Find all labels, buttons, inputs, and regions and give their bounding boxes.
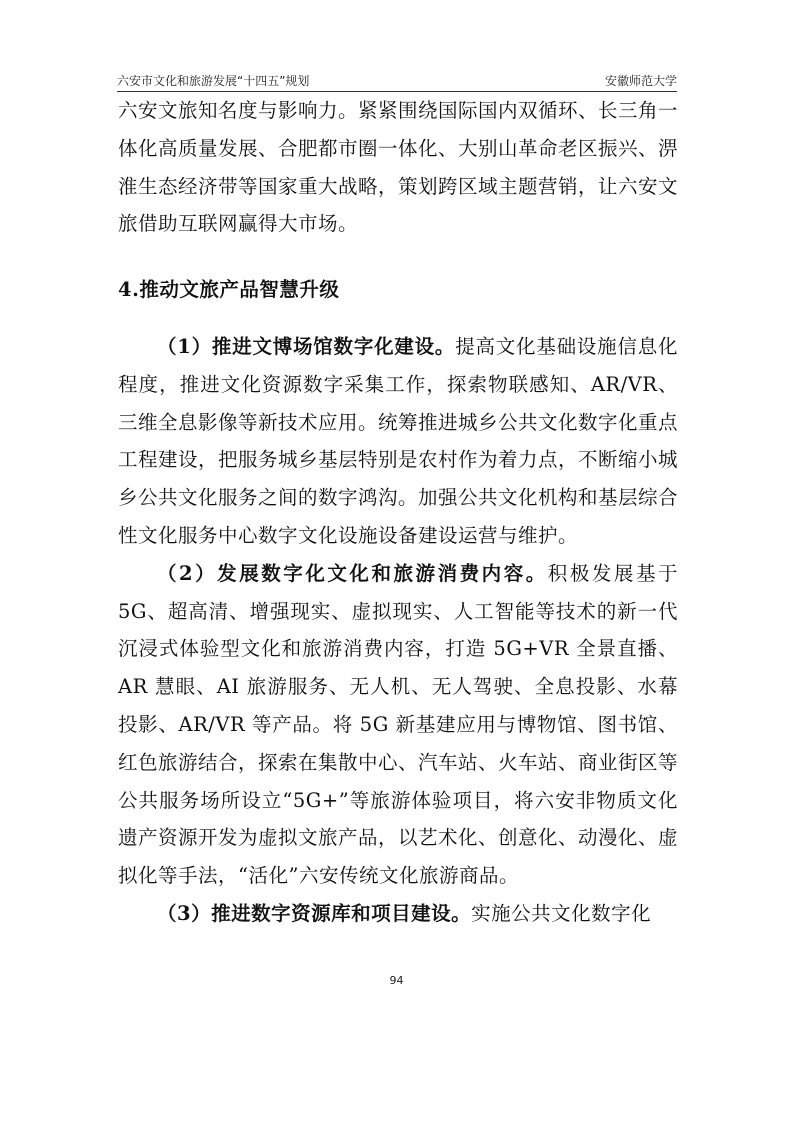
list-item xyxy=(118,895,678,933)
document-title: 六安市文化和旅游发展“十四五”规划 xyxy=(117,74,310,88)
item-text: 提高文化基础设施信息化程度，推进文化资源数字采集工作，探索物联感知、AR/VR、三维全息影像等新技术应用。统筹推进城乡公共文化数字化重点工程建设，把服务城乡基层特别是农村作为着力点，不断缩小城乡公共文化服务之间的数字鸿沟。加强公共文化机构和基层综合性文化服务中心数字文化设施设备建设运营与维护。 xyxy=(118,334,679,547)
list-item xyxy=(118,555,678,895)
intro-paragraph: 六安文旅知名度与影响力。紧紧围绕国际国内双循环、长三角一体化高质量发展、合肥都市圈一体化、大别山革命老区振兴、淠淮生态经济带等国家重大战略，策划跨区域主题营销，让六安文旅借助互联网赢得大市场。 xyxy=(118,99,679,236)
item-text: 积极发展基于5G、超高清、增强现实、虚拟现实、人工智能等技术的新一代沉浸式体验型文化和旅游消费内容，打造 5G+VR 全景直播、AR 慧眼、AI 旅游服务、无人机、无人驾驶、全息投影、水幕投影、AR/VR 等产品。将 5G 新基建应用与博物馆、图书馆、红色旅游结合，探索在集散中心、汽车站、火车站、商业街区等公共服务场所设立“5G+”等旅游体验项目，将六安非物质文化遗产资源开发为虚拟文旅产品，以艺术化、创意化、动漫化、虚拟化等手法，“活化”六安传统文化旅游商品。 xyxy=(118,561,679,888)
item-text: 实施公共文化数字化 xyxy=(471,901,652,925)
page-body xyxy=(118,92,678,933)
item-lead: （3）推进数字资源库和项目建设。 xyxy=(157,901,472,925)
institution-name: 安徽师范大学 xyxy=(604,74,677,88)
item-lead: （1）推进文博场馆数字化建设。 xyxy=(157,334,456,358)
page-number: 94 xyxy=(389,974,404,987)
section-heading: 4.推动文旅产品智慧升级 xyxy=(118,278,340,302)
item-lead: （2）发展数字化文化和旅游消费内容。 xyxy=(157,561,548,585)
list-item xyxy=(118,328,678,555)
running-header xyxy=(117,72,677,92)
